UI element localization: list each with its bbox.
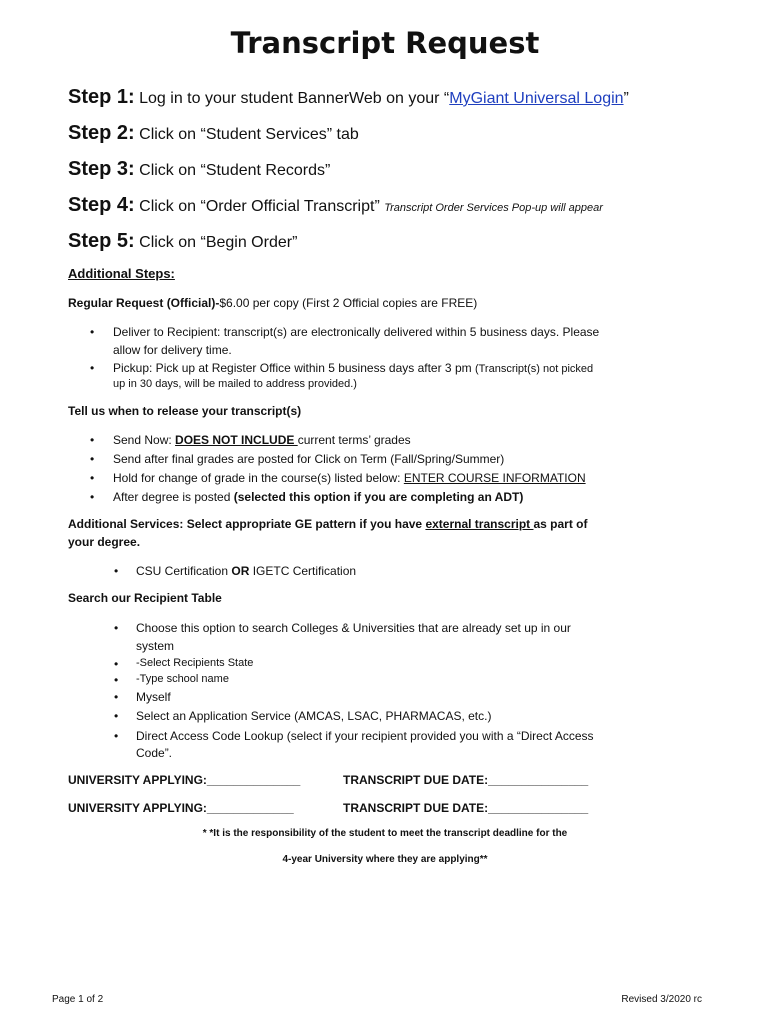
university-applying-1: UNIVERSITY APPLYING:______________	[68, 773, 301, 787]
deliver-line-1: Deliver to Recipient: transcript(s) are electronically delivered within 5 business days. Please	[113, 325, 600, 339]
pickup-line-2: up in 30 days, will be mailed to address provided.)	[113, 378, 357, 390]
step-5	[68, 230, 297, 253]
university-applying-2: UNIVERSITY APPLYING:_____________	[68, 801, 294, 815]
bullet-icon: •	[90, 361, 95, 375]
revision-note: Revised 3/2020 rc	[621, 994, 702, 1005]
or-label: OR	[231, 564, 250, 578]
release-hold	[113, 471, 586, 485]
bullet-icon: •	[90, 452, 95, 466]
services-text: Additional Services: Select appropriate GE pattern if you have	[68, 517, 426, 531]
certification-option	[136, 564, 356, 578]
type-school: -Type school name	[136, 673, 229, 685]
send-now-label: Send Now:	[113, 433, 176, 447]
mygiant-login-link[interactable]: MyGiant Universal Login	[449, 90, 624, 107]
direct-access-line-2: Code”.	[136, 746, 173, 760]
step-1-text: Log in to your student BannerWeb on your “	[134, 90, 450, 107]
bullet-icon: •	[114, 564, 119, 578]
igetc-certification: IGETC Certification	[249, 564, 357, 578]
step-4	[68, 194, 603, 217]
select-state: -Select Recipients State	[136, 657, 254, 669]
external-transcript: external transcript	[425, 517, 534, 531]
bullet-icon: •	[114, 729, 119, 743]
application-service-option: Select an Application Service (AMCAS, LSAC, PHARMACAS, etc.)	[136, 709, 492, 723]
transcript-due-date-1: TRANSCRIPT DUE DATE:_______________	[343, 773, 589, 787]
deadline-notice-line-1: * *It is the responsibility of the student to meet the transcript deadline for the	[202, 828, 568, 839]
step-3-label: Step 3:	[68, 158, 135, 180]
bullet-icon: •	[114, 673, 119, 687]
release-after-degree	[113, 490, 523, 504]
step-4-note: Transcript Order Services Pop-up will appear	[384, 202, 603, 214]
step-2	[68, 122, 359, 145]
csu-certification: CSU Certification	[136, 564, 232, 578]
step-1-close-quote: ”	[623, 90, 629, 107]
after-degree-text: After degree is posted	[113, 490, 234, 504]
enter-course-information: ENTER COURSE INFORMATION	[403, 471, 586, 485]
transcript-due-date-2: TRANSCRIPT DUE DATE:_______________	[343, 801, 589, 815]
myself-option: Myself	[136, 690, 171, 704]
services-line-2: your degree.	[68, 535, 141, 549]
additional-steps-heading: Additional Steps:	[68, 266, 175, 281]
hold-text: Hold for change of grade in the course(s) listed below:	[113, 471, 404, 485]
does-not-include: DOES NOT INCLUDE	[175, 433, 298, 447]
deliver-line-2: allow for delivery time.	[113, 343, 232, 357]
send-now-post: current terms’ grades	[297, 433, 411, 447]
page-title: Transcript Request	[230, 26, 540, 60]
step-1	[68, 86, 629, 109]
search-heading: Search our Recipient Table	[68, 591, 222, 605]
services-post: as part of	[533, 517, 588, 531]
step-2-label: Step 2:	[68, 122, 135, 144]
pickup-line-1	[113, 361, 593, 375]
release-after-grades: Send after final grades are posted for Click on Term (Fall/Spring/Summer)	[113, 452, 505, 466]
step-3-text: Click on “Student Records”	[134, 162, 331, 179]
bullet-icon: •	[90, 433, 95, 447]
bullet-icon: •	[114, 709, 119, 723]
deadline-notice-line-2: 4-year University where they are applying**	[282, 854, 488, 865]
step-2-text: Click on “Student Services” tab	[134, 126, 359, 143]
bullet-icon: •	[90, 325, 95, 339]
adt-note: (selected this option if you are completing an ADT)	[233, 490, 524, 504]
step-4-text: Click on “Order Official Transcript”	[134, 198, 385, 215]
step-4-label: Step 4:	[68, 194, 135, 216]
search-choose-line-1: Choose this option to search Colleges & Universities that are already set up in our	[136, 621, 571, 635]
bullet-icon: •	[90, 490, 95, 504]
page-number: Page 1 of 2	[52, 994, 104, 1005]
step-5-text: Click on “Begin Order”	[134, 234, 298, 251]
release-heading: Tell us when to release your transcript(s)	[68, 404, 302, 418]
pickup-text: Pickup: Pick up at Register Office within 5 business days after 3 pm	[113, 361, 475, 375]
regular-request-label: Regular Request (Official)-	[68, 296, 220, 310]
pickup-note: (Transcript(s) not picked	[474, 363, 594, 375]
services-line-1	[68, 517, 588, 531]
step-5-label: Step 5:	[68, 230, 135, 252]
regular-request-line	[68, 296, 477, 310]
search-choose-line-2: system	[136, 639, 175, 653]
step-1-label: Step 1:	[68, 86, 135, 108]
bullet-icon: •	[114, 621, 119, 635]
direct-access-line-1: Direct Access Code Lookup (select if your recipient provided you with a “Direct Access	[136, 729, 594, 743]
step-3	[68, 158, 330, 181]
bullet-icon: •	[114, 657, 119, 671]
release-send-now	[113, 433, 411, 447]
bullet-icon: •	[90, 471, 95, 485]
bullet-icon: •	[114, 690, 119, 704]
regular-request-price: $6.00 per copy (First 2 Official copies are FREE)	[219, 296, 478, 310]
